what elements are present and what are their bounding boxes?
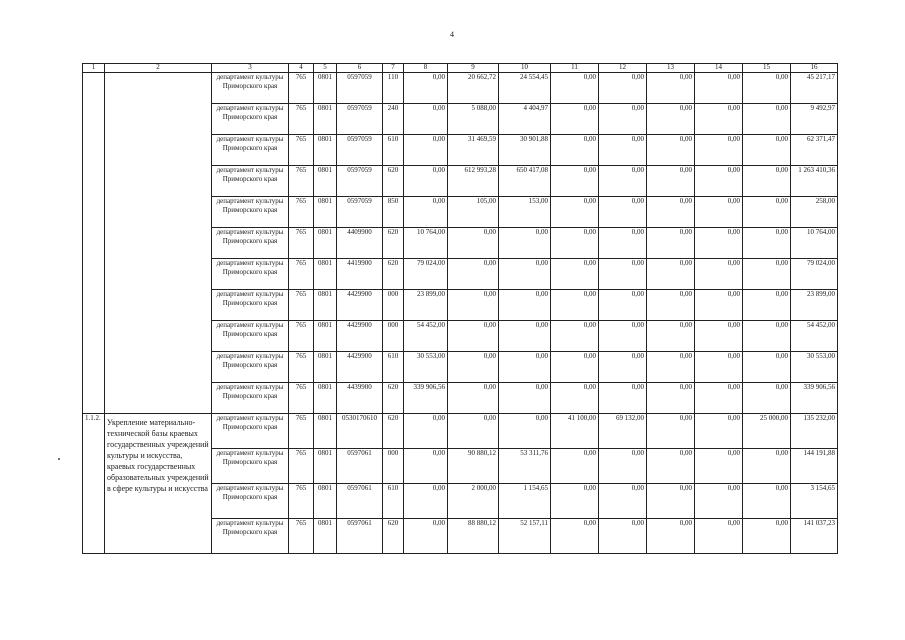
amount-cell: 0,00 (599, 228, 647, 259)
amount-cell: 0,00 (551, 135, 599, 166)
amount-cell: 0,00 (695, 135, 743, 166)
amount-cell: 88 880,12 (448, 519, 499, 554)
amount-cell: 0,00 (743, 383, 791, 414)
amount-cell: 0,00 (695, 166, 743, 197)
code-cell: 620 (383, 228, 404, 259)
table-row (83, 414, 838, 449)
code-cell: 0801 (314, 259, 337, 290)
amount-cell: 0,00 (448, 290, 499, 321)
amount-cell: 0,00 (599, 197, 647, 228)
organization-cell: департамент культуры Приморского края (212, 414, 289, 449)
amount-cell: 0,00 (499, 228, 551, 259)
code-cell: 0801 (314, 104, 337, 135)
header-cell: 2 (105, 64, 212, 73)
organization-cell: департамент культуры Приморского края (212, 197, 289, 228)
amount-cell: 0,00 (647, 383, 695, 414)
code-cell: 0801 (314, 484, 337, 519)
amount-cell: 0,00 (404, 197, 448, 228)
amount-cell: 339 906,56 (404, 383, 448, 414)
code-cell: 4429900 (337, 290, 383, 321)
organization-cell: департамент культуры Приморского края (212, 352, 289, 383)
amount-cell: 0,00 (695, 73, 743, 104)
total-cell: 54 452,00 (791, 321, 838, 352)
code-cell: 620 (383, 519, 404, 554)
code-cell: 0801 (314, 73, 337, 104)
amount-cell: 0,00 (599, 484, 647, 519)
header-cell: 14 (695, 64, 743, 73)
code-cell: 0597061 (337, 519, 383, 554)
total-cell: 339 906,56 (791, 383, 838, 414)
amount-cell: 0,00 (404, 449, 448, 484)
amount-cell: 0,00 (599, 449, 647, 484)
header-cell: 11 (551, 64, 599, 73)
amount-cell: 0,00 (599, 383, 647, 414)
organization-cell: департамент культуры Приморского края (212, 484, 289, 519)
amount-cell: 0,00 (647, 414, 695, 449)
amount-cell: 0,00 (599, 166, 647, 197)
code-cell: 4439900 (337, 383, 383, 414)
amount-cell: 31 469,59 (448, 135, 499, 166)
code-cell: 765 (289, 484, 314, 519)
amount-cell: 0,00 (743, 519, 791, 554)
code-cell: 0801 (314, 449, 337, 484)
amount-cell: 0,00 (647, 449, 695, 484)
amount-cell: 53 311,76 (499, 449, 551, 484)
code-cell: 0801 (314, 321, 337, 352)
code-cell: 765 (289, 449, 314, 484)
amount-cell: 612 993,28 (448, 166, 499, 197)
code-cell: 765 (289, 519, 314, 554)
code-cell: 0801 (314, 197, 337, 228)
code-cell: 240 (383, 104, 404, 135)
organization-cell: департамент культуры Приморского края (212, 383, 289, 414)
header-cell: 9 (448, 64, 499, 73)
amount-cell: 0,00 (695, 104, 743, 135)
amount-cell: 0,00 (743, 166, 791, 197)
amount-cell: 0,00 (695, 259, 743, 290)
amount-cell: 0,00 (499, 290, 551, 321)
total-cell: 30 553,00 (791, 352, 838, 383)
code-cell: 610 (383, 135, 404, 166)
header-cell: 1 (83, 64, 105, 73)
amount-cell: 0,00 (448, 228, 499, 259)
amount-cell: 0,00 (743, 104, 791, 135)
header-cell: 8 (404, 64, 448, 73)
organization-cell: департамент культуры Приморского края (212, 73, 289, 104)
amount-cell: 4 404,97 (499, 104, 551, 135)
amount-cell: 0,00 (404, 519, 448, 554)
amount-cell: 0,00 (647, 73, 695, 104)
amount-cell: 69 132,00 (599, 414, 647, 449)
header-cell: 10 (499, 64, 551, 73)
amount-cell: 0,00 (551, 321, 599, 352)
code-cell: 765 (289, 414, 314, 449)
index-cell (83, 73, 105, 414)
amount-cell: 0,00 (647, 259, 695, 290)
header-cell: 15 (743, 64, 791, 73)
header-cell: 4 (289, 64, 314, 73)
amount-cell: 0,00 (647, 104, 695, 135)
code-cell: 620 (383, 166, 404, 197)
code-cell: 0801 (314, 383, 337, 414)
total-cell: 23 899,00 (791, 290, 838, 321)
amount-cell: 0,00 (743, 135, 791, 166)
amount-cell: 0,00 (647, 197, 695, 228)
code-cell: 0597059 (337, 135, 383, 166)
amount-cell: 20 662,72 (448, 73, 499, 104)
code-cell: 4409900 (337, 228, 383, 259)
amount-cell: 0,00 (599, 321, 647, 352)
code-cell: 0801 (314, 228, 337, 259)
amount-cell: 10 764,00 (404, 228, 448, 259)
header-cell: 7 (383, 64, 404, 73)
amount-cell: 0,00 (695, 228, 743, 259)
amount-cell: 0,00 (695, 383, 743, 414)
organization-cell: департамент культуры Приморского края (212, 135, 289, 166)
amount-cell: 0,00 (448, 259, 499, 290)
amount-cell: 24 554,45 (499, 73, 551, 104)
code-cell: 765 (289, 228, 314, 259)
amount-cell: 105,00 (448, 197, 499, 228)
amount-cell: 0,00 (404, 166, 448, 197)
amount-cell: 650 417,08 (499, 166, 551, 197)
amount-cell: 0,00 (499, 383, 551, 414)
amount-cell: 0,00 (448, 321, 499, 352)
amount-cell: 0,00 (551, 290, 599, 321)
amount-cell: 1 154,65 (499, 484, 551, 519)
amount-cell: 90 880,12 (448, 449, 499, 484)
code-cell: 0530170610 (337, 414, 383, 449)
amount-cell: 0,00 (599, 519, 647, 554)
amount-cell: 0,00 (551, 166, 599, 197)
amount-cell: 0,00 (743, 484, 791, 519)
amount-cell: 30 553,00 (404, 352, 448, 383)
header-cell: 12 (599, 64, 647, 73)
header-cell: 3 (212, 64, 289, 73)
amount-cell: 0,00 (695, 449, 743, 484)
code-cell: 765 (289, 73, 314, 104)
amount-cell: 0,00 (499, 352, 551, 383)
amount-cell: 0,00 (404, 104, 448, 135)
total-cell: 10 764,00 (791, 228, 838, 259)
budget-table (82, 63, 838, 554)
amount-cell: 0,00 (743, 321, 791, 352)
code-cell: 620 (383, 383, 404, 414)
amount-cell: 0,00 (404, 414, 448, 449)
code-cell: 0597059 (337, 73, 383, 104)
code-cell: 0801 (314, 166, 337, 197)
code-cell: 110 (383, 73, 404, 104)
amount-cell: 0,00 (647, 228, 695, 259)
code-cell: 0801 (314, 135, 337, 166)
amount-cell: 0,00 (647, 352, 695, 383)
amount-cell: 0,00 (551, 383, 599, 414)
code-cell: 0801 (314, 352, 337, 383)
code-cell: 000 (383, 449, 404, 484)
amount-cell: 0,00 (743, 449, 791, 484)
total-cell: 9 492,97 (791, 104, 838, 135)
amount-cell: 0,00 (695, 321, 743, 352)
amount-cell: 0,00 (743, 259, 791, 290)
code-cell: 0597061 (337, 484, 383, 519)
code-cell: 0597059 (337, 197, 383, 228)
amount-cell: 0,00 (499, 414, 551, 449)
amount-cell: 0,00 (695, 484, 743, 519)
amount-cell: 0,00 (404, 484, 448, 519)
organization-cell: департамент культуры Приморского края (212, 519, 289, 554)
amount-cell: 0,00 (599, 259, 647, 290)
code-cell: 610 (383, 484, 404, 519)
amount-cell: 0,00 (404, 135, 448, 166)
code-cell: 620 (383, 414, 404, 449)
amount-cell: 0,00 (448, 383, 499, 414)
header-row (83, 64, 838, 73)
code-cell: 765 (289, 135, 314, 166)
code-cell: 765 (289, 166, 314, 197)
amount-cell: 2 000,00 (448, 484, 499, 519)
code-cell: 4429900 (337, 352, 383, 383)
amount-cell: 0,00 (599, 104, 647, 135)
amount-cell: 0,00 (499, 321, 551, 352)
amount-cell: 0,00 (647, 135, 695, 166)
amount-cell: 0,00 (695, 519, 743, 554)
amount-cell: 153,00 (499, 197, 551, 228)
code-cell: 0801 (314, 290, 337, 321)
organization-cell: департамент культуры Приморского края (212, 321, 289, 352)
code-cell: 765 (289, 197, 314, 228)
code-cell: 0597059 (337, 104, 383, 135)
code-cell: 765 (289, 352, 314, 383)
amount-cell: 0,00 (743, 197, 791, 228)
header-cell: 5 (314, 64, 337, 73)
code-cell: 0597061 (337, 449, 383, 484)
amount-cell: 0,00 (551, 519, 599, 554)
organization-cell: департамент культуры Приморского края (212, 228, 289, 259)
code-cell: 620 (383, 259, 404, 290)
total-cell: 3 154,65 (791, 484, 838, 519)
amount-cell: 0,00 (743, 290, 791, 321)
amount-cell: 0,00 (695, 414, 743, 449)
amount-cell: 41 100,00 (551, 414, 599, 449)
code-cell: 000 (383, 290, 404, 321)
amount-cell: 0,00 (695, 197, 743, 228)
section-direction: Укрепление материально-технической базы краевых государственных учреждений культуры и искусства, краевых государственных образовательных учреждений в сфере культуры и искусства (105, 414, 212, 554)
amount-cell: 54 452,00 (404, 321, 448, 352)
total-cell: 258,00 (791, 197, 838, 228)
total-cell: 141 037,23 (791, 519, 838, 554)
amount-cell: 25 000,00 (743, 414, 791, 449)
amount-cell: 0,00 (551, 352, 599, 383)
amount-cell: 0,00 (551, 484, 599, 519)
amount-cell: 0,00 (647, 519, 695, 554)
amount-cell: 0,00 (551, 228, 599, 259)
code-cell: 4429900 (337, 321, 383, 352)
amount-cell: 0,00 (743, 73, 791, 104)
amount-cell: 0,00 (599, 290, 647, 321)
code-cell: 765 (289, 321, 314, 352)
amount-cell: 0,00 (551, 449, 599, 484)
amount-cell: 52 157,11 (499, 519, 551, 554)
amount-cell: 5 088,00 (448, 104, 499, 135)
amount-cell: 0,00 (743, 352, 791, 383)
amount-cell: 0,00 (647, 290, 695, 321)
amount-cell: 0,00 (599, 135, 647, 166)
organization-cell: департамент культуры Приморского края (212, 259, 289, 290)
amount-cell: 0,00 (599, 73, 647, 104)
section-index: 1.1.2. (83, 414, 105, 554)
amount-cell: 0,00 (695, 290, 743, 321)
header-cell: 6 (337, 64, 383, 73)
total-cell: 79 024,00 (791, 259, 838, 290)
header-cell: 13 (647, 64, 695, 73)
amount-cell: 0,00 (743, 228, 791, 259)
code-cell: 000 (383, 321, 404, 352)
organization-cell: департамент культуры Приморского края (212, 290, 289, 321)
total-cell: 62 371,47 (791, 135, 838, 166)
amount-cell: 23 899,00 (404, 290, 448, 321)
amount-cell: 0,00 (647, 484, 695, 519)
direction-cell (105, 73, 212, 414)
code-cell: 850 (383, 197, 404, 228)
total-cell: 45 217,17 (791, 73, 838, 104)
amount-cell: 0,00 (551, 104, 599, 135)
margin-dot (58, 458, 60, 460)
amount-cell: 0,00 (448, 414, 499, 449)
total-cell: 1 263 410,36 (791, 166, 838, 197)
amount-cell: 0,00 (599, 352, 647, 383)
amount-cell: 0,00 (551, 73, 599, 104)
amount-cell: 0,00 (499, 259, 551, 290)
header-cell: 16 (791, 64, 838, 73)
code-cell: 765 (289, 383, 314, 414)
code-cell: 0801 (314, 414, 337, 449)
amount-cell: 0,00 (695, 352, 743, 383)
code-cell: 0597059 (337, 166, 383, 197)
organization-cell: департамент культуры Приморского края (212, 104, 289, 135)
amount-cell: 0,00 (448, 352, 499, 383)
organization-cell: департамент культуры Приморского края (212, 449, 289, 484)
total-cell: 135 232,00 (791, 414, 838, 449)
total-cell: 144 191,88 (791, 449, 838, 484)
amount-cell: 30 901,88 (499, 135, 551, 166)
code-cell: 610 (383, 352, 404, 383)
organization-cell: департамент культуры Приморского края (212, 166, 289, 197)
code-cell: 765 (289, 259, 314, 290)
amount-cell: 0,00 (647, 166, 695, 197)
code-cell: 0801 (314, 519, 337, 554)
page-number: 4 (450, 30, 454, 39)
amount-cell: 79 024,00 (404, 259, 448, 290)
amount-cell: 0,00 (404, 73, 448, 104)
code-cell: 765 (289, 104, 314, 135)
amount-cell: 0,00 (551, 259, 599, 290)
code-cell: 4419900 (337, 259, 383, 290)
code-cell: 765 (289, 290, 314, 321)
amount-cell: 0,00 (647, 321, 695, 352)
table-row (83, 73, 838, 104)
amount-cell: 0,00 (551, 197, 599, 228)
